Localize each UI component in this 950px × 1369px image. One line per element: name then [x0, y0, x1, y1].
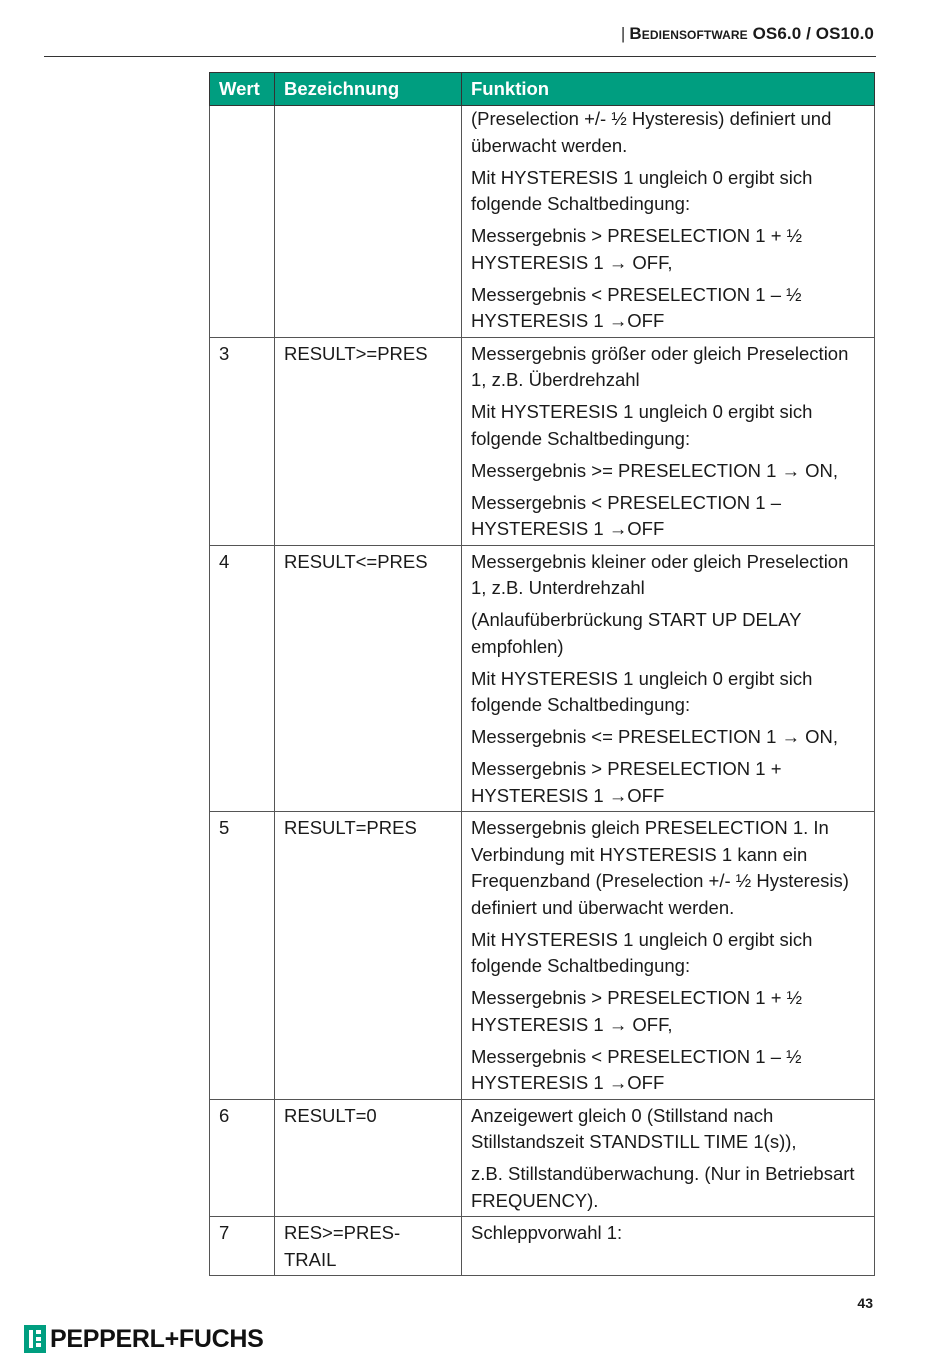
- cell-funktion: [462, 1099, 875, 1217]
- funktion-paragraph: Messergebnis größer oder gleich Preselection 1, z.B. Überdrehzahl: [471, 342, 849, 390]
- funktion-paragraph: Messergebnis kleiner oder gleich Preselection 1, z.B. Unterdrehzahl: [471, 550, 849, 598]
- table-row: [210, 812, 875, 1100]
- parameter-table: [209, 72, 875, 1276]
- cell-wert: 3: [210, 337, 275, 545]
- column-header-bezeichnung: Bezeichnung: [275, 73, 462, 106]
- funktion-paragraph: Messergebnis <= PRESELECTION 1 → ON,: [471, 726, 839, 747]
- table-row: [210, 1217, 875, 1276]
- cell-bezeichnung: RESULT>=PRES: [275, 337, 462, 545]
- funktion-paragraph: Schleppvorwahl 1:: [471, 1222, 623, 1243]
- funktion-paragraph: (Preselection +/- ½ Hysteresis) definiert und überwacht werden.: [471, 108, 832, 156]
- page-number: 43: [857, 1295, 873, 1311]
- column-header-funktion: Funktion: [462, 73, 875, 106]
- cell-funktion: [462, 545, 875, 812]
- funktion-paragraph: Messergebnis > PRESELECTION 1 + ½ HYSTERESIS 1 → OFF,: [471, 225, 803, 273]
- table-row: [210, 106, 875, 338]
- funktion-paragraph: Messergebnis >= PRESELECTION 1 → ON,: [471, 459, 839, 481]
- funktion-paragraph: Mit HYSTERESIS 1 ungleich 0 ergibt sich folgende Schaltbedingung:: [471, 166, 813, 214]
- cell-funktion: [462, 106, 875, 338]
- cell-wert: 7: [210, 1217, 275, 1276]
- funktion-paragraph: Mit HYSTERESIS 1 ungleich 0 ergibt sich folgende Schaltbedingung:: [471, 928, 813, 976]
- pf-logo-icon: [24, 1325, 46, 1353]
- table-body: [210, 106, 875, 1276]
- cell-bezeichnung: RES>=PRES-TRAIL: [275, 1217, 462, 1276]
- funktion-paragraph: (Anlaufüberbrückung START UP DELAY empfohlen): [471, 609, 802, 657]
- cell-bezeichnung: RESULT=0: [275, 1099, 462, 1217]
- funktion-paragraph: Anzeigewert gleich 0 (Stillstand nach Stillstandszeit STANDSTILL TIME 1(s)),: [471, 1104, 797, 1152]
- document-header-title: [621, 24, 874, 44]
- table-header-row: [210, 73, 875, 106]
- cell-bezeichnung: [275, 106, 462, 338]
- cell-wert: 4: [210, 545, 275, 812]
- cell-wert: 6: [210, 1099, 275, 1217]
- funktion-paragraph: Messergebnis < PRESELECTION 1 – HYSTERESIS 1 →OFF: [471, 491, 782, 539]
- header-separator: |: [620, 24, 626, 43]
- pepperl-fuchs-logo: [24, 1322, 264, 1356]
- funktion-paragraph: z.B. Stillstandüberwachung. (Nur in Betriebsart FREQUENCY).: [471, 1163, 855, 1211]
- table-row: [210, 337, 875, 545]
- header-divider: [44, 56, 876, 57]
- cell-funktion: [462, 337, 875, 545]
- cell-funktion: [462, 812, 875, 1100]
- cell-funktion: [462, 1217, 875, 1276]
- funktion-paragraph: Messergebnis > PRESELECTION 1 + ½ HYSTERESIS 1 → OFF,: [471, 987, 803, 1035]
- column-header-wert: Wert: [210, 73, 275, 106]
- cell-bezeichnung: RESULT<=PRES: [275, 545, 462, 812]
- cell-wert: 5: [210, 812, 275, 1100]
- funktion-paragraph: Messergebnis < PRESELECTION 1 – ½ HYSTERESIS 1 →OFF: [471, 283, 802, 331]
- funktion-paragraph: Messergebnis > PRESELECTION 1 + HYSTERESIS 1 →OFF: [471, 758, 782, 806]
- header-title-text: Bediensoftware OS6.0 / OS10.0: [629, 24, 874, 43]
- cell-wert: [210, 106, 275, 338]
- cell-bezeichnung: RESULT=PRES: [275, 812, 462, 1100]
- table-row: [210, 1099, 875, 1217]
- funktion-paragraph: Messergebnis gleich PRESELECTION 1. In Verbindung mit HYSTERESIS 1 kann ein Frequenzband (Preselection +/- ½ Hysteresis) definiert und überwacht werden.: [471, 817, 849, 918]
- funktion-paragraph: Messergebnis < PRESELECTION 1 – ½ HYSTERESIS 1 →OFF: [471, 1045, 802, 1093]
- logo-text: PEPPERL+FUCHS: [50, 1324, 264, 1353]
- funktion-paragraph: Mit HYSTERESIS 1 ungleich 0 ergibt sich folgende Schaltbedingung:: [471, 667, 813, 715]
- funktion-paragraph: Mit HYSTERESIS 1 ungleich 0 ergibt sich folgende Schaltbedingung:: [471, 401, 813, 449]
- table-row: [210, 545, 875, 812]
